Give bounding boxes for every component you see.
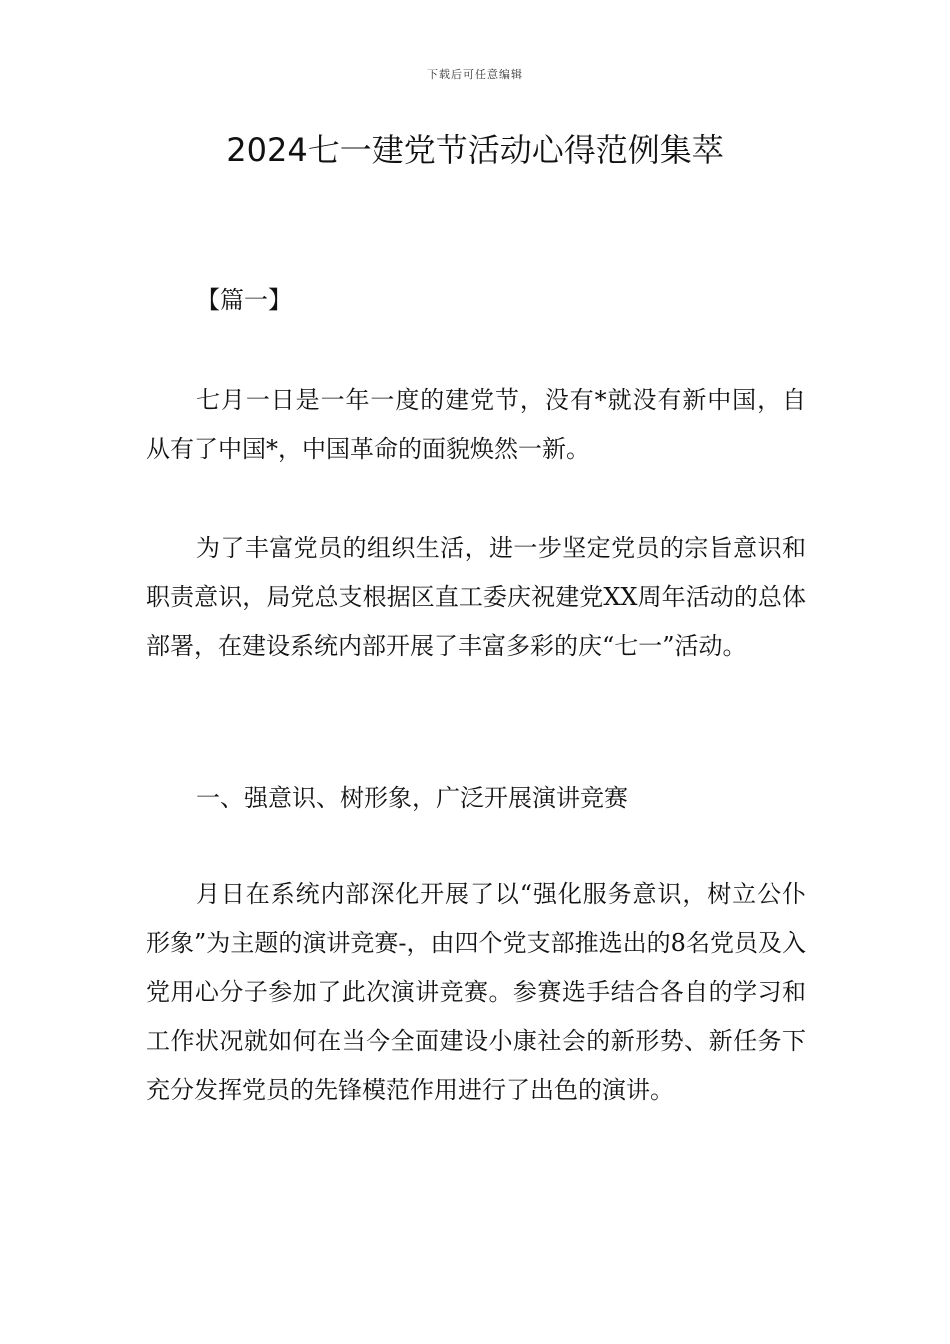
section-label: 【篇一】	[196, 286, 292, 314]
paragraph-1: 七月一日是一年一度的建党节，没有*就没有新中国，自从有了中国*，中国革命的面貌焕然一新。	[146, 386, 806, 463]
paragraph-3-heading: 一、强意识、树形象，广泛开展演讲竞赛	[196, 784, 628, 812]
paragraph-2: 为了丰富党员的组织生活，进一步坚定党员的宗旨意识和职责意识，局党总支根据区直工委庆祝建党XX周年活动的总体部署，在建设系统内部开展了丰富多彩的庆“七一”活动。	[146, 534, 806, 660]
document-title: 2024七一建党节活动心得范例集萃	[226, 131, 724, 169]
paragraph-4: 月日在系统内部深化开展了以“强化服务意识，树立公仆形象”为主题的演讲竞赛-，由四个党支部推选出的8名党员及入党用心分子参加了此次演讲竞赛。参赛选手结合各自的学习和工作状况就如何在当今全面建设小康社会的新形势、新任务下充分发挥党员的先锋模范作用进行了出色的演讲。	[146, 880, 806, 1104]
page-header-note: 下载后可任意编辑	[427, 68, 523, 81]
